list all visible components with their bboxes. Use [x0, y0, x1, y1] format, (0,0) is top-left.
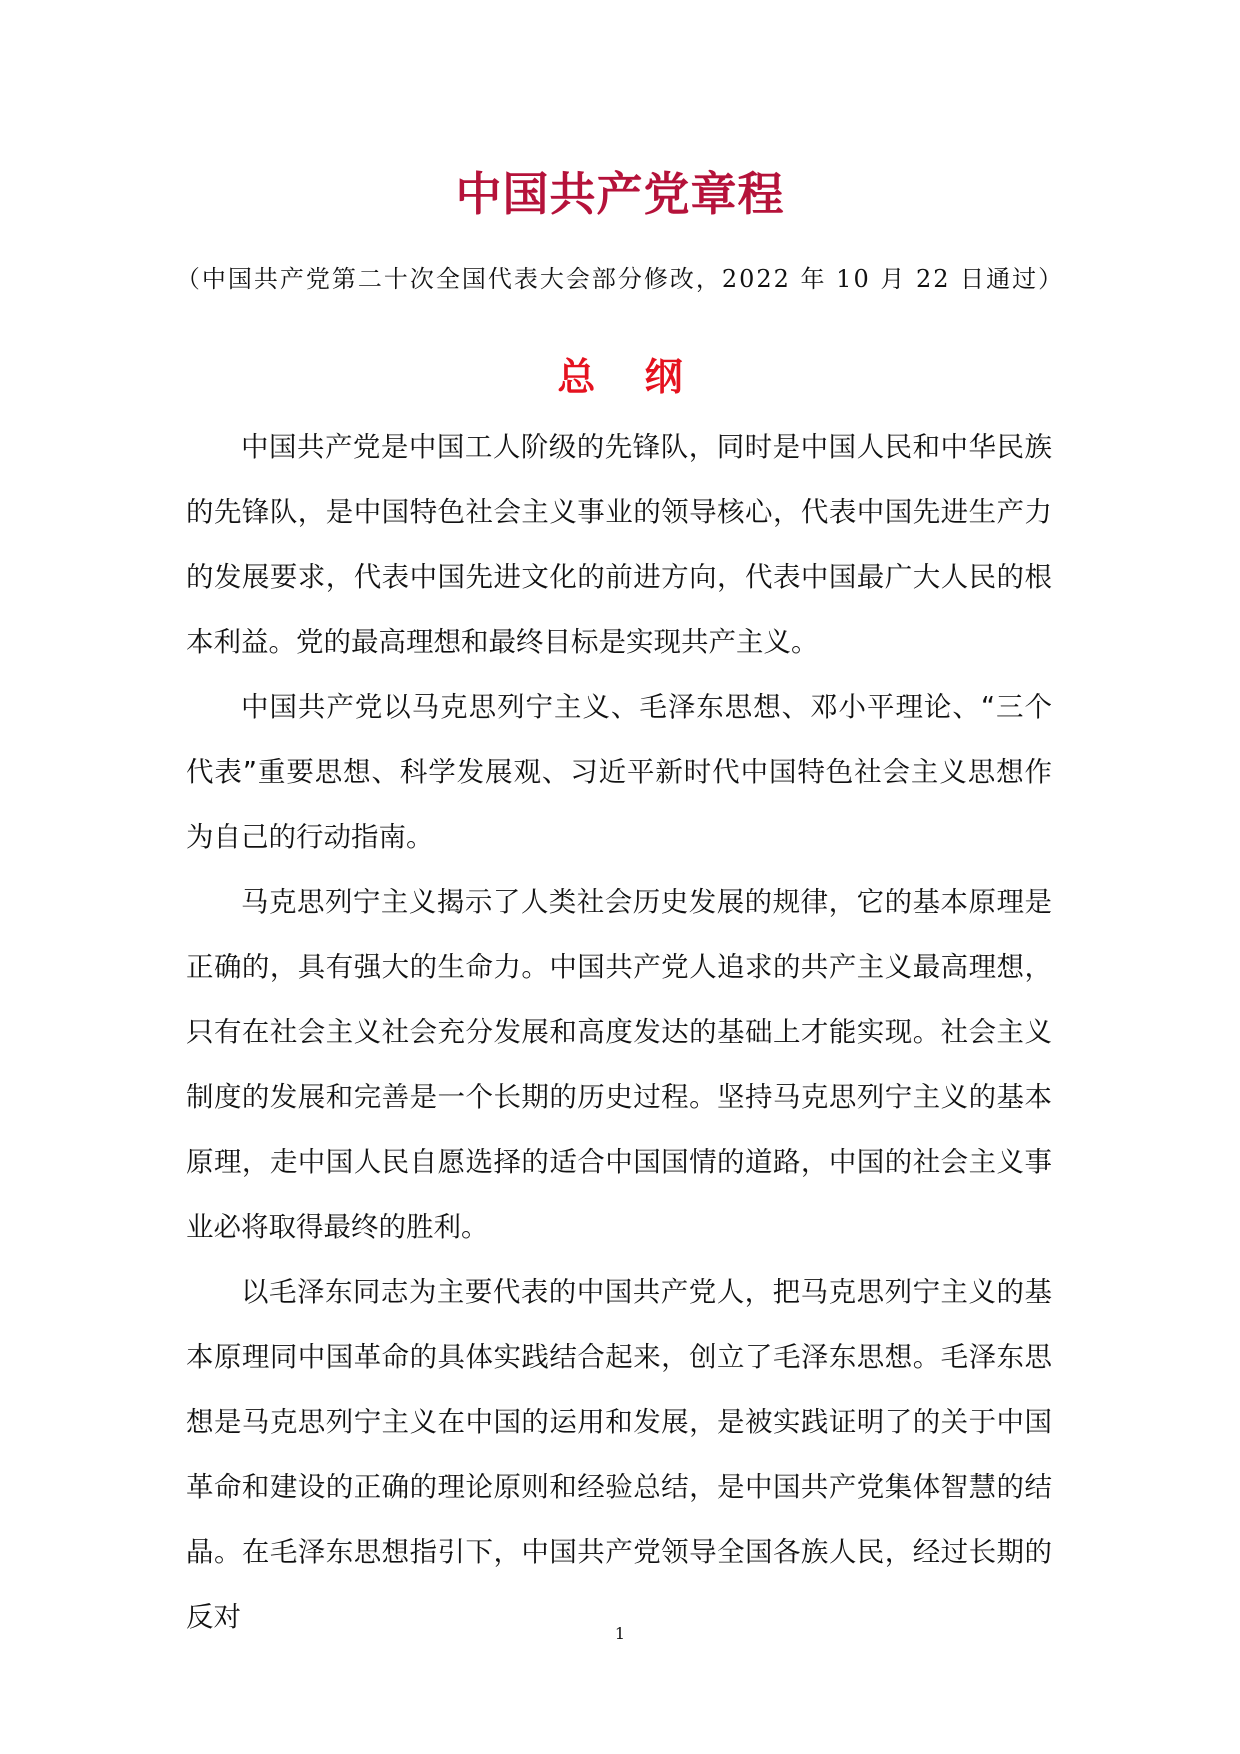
section-heading: 总 纲: [557, 354, 701, 399]
document-title: 中国共产党章程: [455, 167, 785, 221]
document-body: [186, 415, 1052, 1650]
document-subtitle: （中国共产党第二十次全国代表大会部分修改，2022 年 10 月 22 日通过）: [175, 265, 1065, 293]
paragraph: 马克思列宁主义揭示了人类社会历史发展的规律，它的基本原理是正确的，具有强大的生命力。中国共产党人追求的共产主义最高理想，只有在社会主义社会充分发展和高度发达的基础上才能实现。社会主义制度的发展和完善是一个长期的历史过程。坚持马克思列宁主义的基本原理，走中国人民自愿选择的适合中国国情的道路，中国的社会主义事业必将取得最终的胜利。: [186, 886, 1052, 1243]
paragraph: 中国共产党以马克思列宁主义、毛泽东思想、邓小平理论、“三个代表”重要思想、科学发展观、习近平新时代中国特色社会主义思想作为自己的行动指南。: [186, 691, 1052, 853]
paragraph: 中国共产党是中国工人阶级的先锋队，同时是中国人民和中华民族的先锋队，是中国特色社会主义事业的领导核心，代表中国先进生产力的发展要求，代表中国先进文化的前进方向，代表中国最广大人民的根本利益。党的最高理想和最终目标是实现共产主义。: [186, 431, 1052, 658]
page-number: 1: [614, 1624, 626, 1643]
paragraph: 以毛泽东同志为主要代表的中国共产党人，把马克思列宁主义的基本原理同中国革命的具体实践结合起来，创立了毛泽东思想。毛泽东思想是马克思列宁主义在中国的运用和发展，是被实践证明了的关于中国革命和建设的正确的理论原则和经验总结，是中国共产党集体智慧的结晶。在毛泽东思想指引下，中国共产党领导全国各族人民，经过长期的反对: [186, 1276, 1052, 1633]
